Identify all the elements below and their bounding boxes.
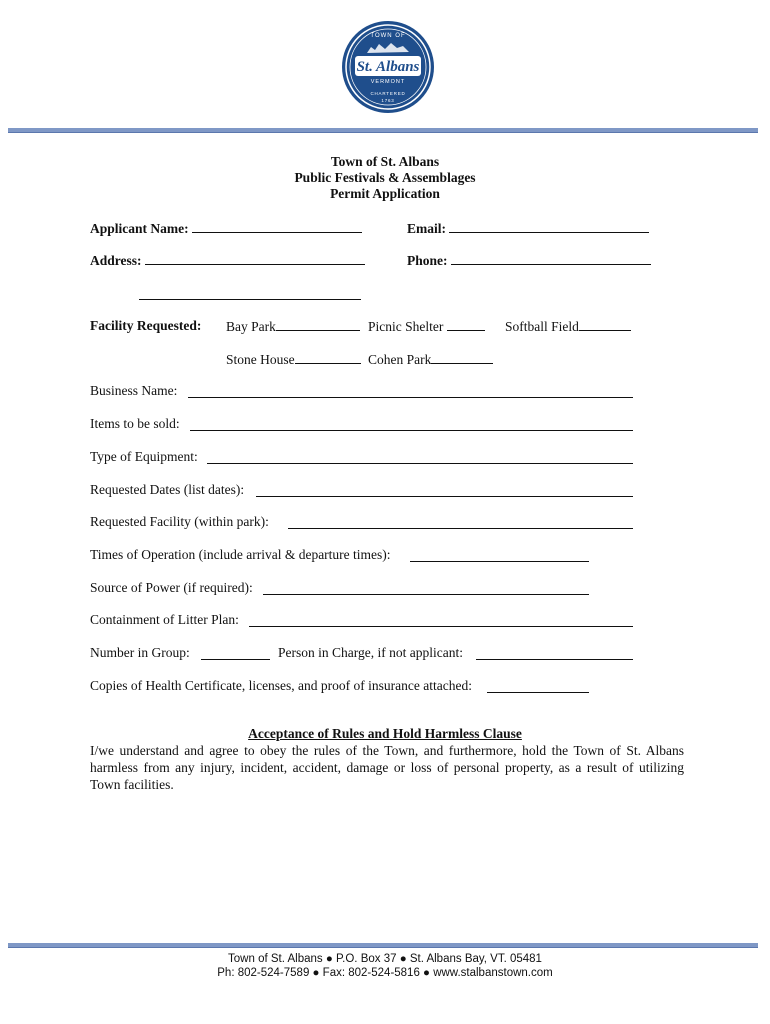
- business-name-line[interactable]: [188, 385, 633, 398]
- title-line-3: Permit Application: [330, 186, 440, 201]
- number-group-line[interactable]: [201, 647, 270, 660]
- softball-field-label: Softball Field: [505, 319, 579, 334]
- times-operation-line[interactable]: [410, 549, 589, 562]
- bay-park-line[interactable]: [276, 318, 360, 331]
- clause-text: I/we understand and agree to obey the rules of the Town, and furthermore, hold the Town of St. Albans harmless from any injury, incident, accident, damage or loss of personal property, as a result of utilizing Town facilities.: [90, 743, 684, 792]
- footer-rule: [8, 943, 758, 948]
- items-sold-line[interactable]: [190, 418, 633, 431]
- footer-contact: Ph: 802-524-7589 ● Fax: 802-524-5816 ● www.stalbanstown.com: [217, 967, 553, 979]
- applicant-name-label: Applicant Name:: [90, 221, 189, 236]
- svg-text:VERMONT: VERMONT: [370, 79, 406, 85]
- source-power-label: Source of Power (if required):: [90, 580, 253, 595]
- email-field[interactable]: [407, 220, 649, 237]
- requested-facility-label: Requested Facility (within park):: [90, 514, 269, 529]
- picnic-shelter-line[interactable]: [447, 318, 485, 331]
- email-line[interactable]: [449, 220, 649, 233]
- copies-line[interactable]: [487, 680, 589, 693]
- address-label: Address:: [90, 253, 142, 268]
- title-line-1: Town of St. Albans: [330, 154, 440, 169]
- facility-softball-field[interactable]: [505, 318, 631, 335]
- requested-facility-line[interactable]: [288, 516, 633, 529]
- phone-line[interactable]: [451, 252, 651, 265]
- applicant-name-field[interactable]: [90, 220, 362, 237]
- requested-dates-line[interactable]: [256, 484, 633, 497]
- header-rule: [8, 128, 758, 133]
- litter-plan-label: Containment of Litter Plan:: [90, 612, 239, 627]
- stone-house-line[interactable]: [295, 351, 361, 364]
- email-label: Email:: [407, 221, 446, 236]
- svg-text:St. Albans: St. Albans: [356, 59, 420, 75]
- svg-text:CHARTERED: CHARTERED: [370, 91, 406, 96]
- svg-text:TOWN OF: TOWN OF: [370, 33, 406, 39]
- address-field[interactable]: [90, 252, 365, 269]
- stone-house-label: Stone House: [226, 352, 295, 367]
- svg-text:1763: 1763: [381, 98, 395, 103]
- source-power-line[interactable]: [263, 582, 589, 595]
- phone-label: Phone:: [407, 253, 448, 268]
- person-charge-line[interactable]: [476, 647, 633, 660]
- town-seal-logo: [341, 20, 435, 114]
- bay-park-label: Bay Park: [226, 319, 276, 334]
- litter-plan-line[interactable]: [249, 614, 633, 627]
- picnic-shelter-label: Picnic Shelter: [368, 319, 444, 334]
- facility-cohen-park[interactable]: [368, 351, 493, 368]
- items-sold-label: Items to be sold:: [90, 416, 180, 431]
- person-charge-label: Person in Charge, if not applicant:: [278, 645, 463, 660]
- cohen-park-line[interactable]: [431, 351, 493, 364]
- requested-dates-label: Requested Dates (list dates):: [90, 482, 245, 497]
- softball-field-line[interactable]: [579, 318, 631, 331]
- address-line[interactable]: [145, 252, 365, 265]
- times-operation-label: Times of Operation (include arrival & departure times):: [90, 547, 391, 562]
- facility-bay-park[interactable]: [226, 318, 360, 335]
- type-equipment-label: Type of Equipment:: [90, 449, 198, 464]
- title-line-2: Public Festivals & Assemblages: [294, 170, 476, 185]
- number-group-label: Number in Group:: [90, 645, 190, 660]
- clause-title: Acceptance of Rules and Hold Harmless Clause: [248, 726, 522, 741]
- cohen-park-label: Cohen Park: [368, 352, 432, 367]
- facility-picnic-shelter[interactable]: [368, 318, 485, 335]
- facility-requested-label: Facility Requested:: [90, 318, 202, 333]
- address-line-2[interactable]: [139, 287, 361, 300]
- phone-field[interactable]: [407, 252, 651, 269]
- footer-address: Town of St. Albans ● P.O. Box 37 ● St. Albans Bay, VT. 05481: [228, 953, 542, 965]
- business-name-label: Business Name:: [90, 383, 178, 398]
- applicant-name-line[interactable]: [192, 220, 362, 233]
- type-equipment-line[interactable]: [207, 451, 633, 464]
- facility-stone-house[interactable]: [226, 351, 361, 368]
- copies-label: Copies of Health Certificate, licenses, and proof of insurance attached:: [90, 678, 472, 693]
